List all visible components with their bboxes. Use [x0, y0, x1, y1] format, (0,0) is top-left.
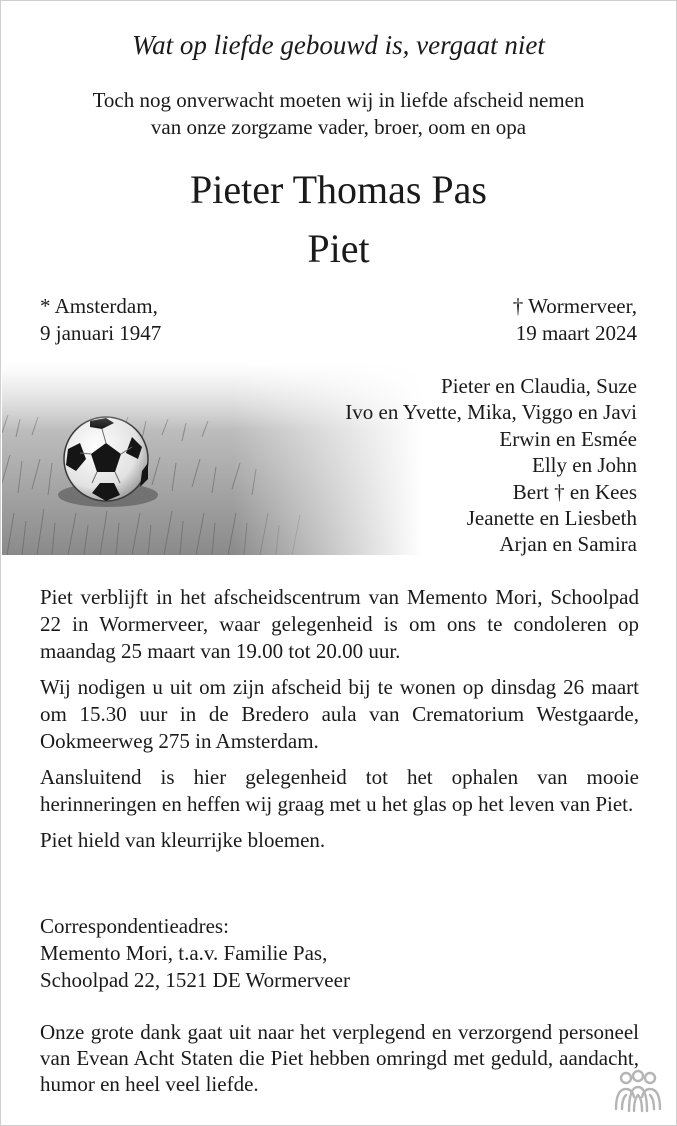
flowers-paragraph: Piet hield van kleurrijke bloemen. — [40, 828, 326, 852]
relative-line: Arjan en Samira — [499, 532, 637, 557]
reception-paragraph: Aansluitend is hier gelegenheid tot het ophalen van mooie herinneringen en heffen wij graag met u het glas op het leven van Piet. — [40, 765, 639, 816]
relatives-list — [345, 373, 637, 558]
relative-line: Elly en John — [532, 453, 637, 478]
death-info — [513, 293, 637, 347]
correspondence-line: Memento Mori, t.a.v. Familie Pas, — [40, 941, 328, 965]
announcement-body — [40, 584, 639, 863]
ceremony-paragraph: Wij nodigen u uit om zijn afscheid bij te wonen op dinsdag 26 maart om 15.30 uur in de Bredero aula van Crematorium Westgaarde, Ookmeerweg 275 in Amsterdam. — [40, 675, 639, 753]
correspondence-address — [40, 913, 350, 994]
deceased-name: Pieter Thomas Pas — [189, 167, 487, 212]
death-place: † Wormerveer, — [512, 294, 637, 318]
correspondence-label: Correspondentieadres: — [40, 914, 229, 938]
relative-line: Ivo en Yvette, Mika, Viggo en Javi — [345, 400, 637, 425]
relative-line: Pieter en Claudia, Suze — [441, 374, 637, 398]
relative-line: Jeanette en Liesbeth — [466, 506, 637, 531]
intro-text — [1, 87, 676, 141]
relative-line: Bert † en Kees — [512, 479, 637, 504]
birth-date: 9 januari 1947 — [40, 321, 162, 345]
intro-line: van onze zorgzame vader, broer, oom en opa — [150, 115, 527, 139]
birth-info — [40, 293, 161, 347]
motto: Wat op liefde gebouwd is, vergaat niet — [132, 30, 545, 60]
birth-place: * Amsterdam, — [40, 294, 158, 318]
people-group-logo-icon — [610, 1069, 666, 1115]
thanks-paragraph: Onze grote dank gaat uit naar het verplegend en verzorgend personeel van Evean Acht Staten die Piet hebben omringd met geduld, aandacht, humor en heel veel liefde. — [40, 1020, 639, 1096]
deceased-nickname: Piet — [307, 226, 370, 271]
intro-line: Toch nog onverwacht moeten wij in liefde afscheid nemen — [92, 88, 585, 112]
correspondence-line: Schoolpad 22, 1521 DE Wormerveer — [40, 968, 350, 992]
visitation-paragraph: Piet verblijft in het afscheidscentrum van Memento Mori, Schoolpad 22 in Wormerveer, waar gelegenheid is om ons te condoleren op maandag 25 maart van 19.00 tot 20.00 uur. — [40, 585, 639, 663]
death-date: 19 maart 2024 — [515, 321, 637, 345]
relative-line: Erwin en Esmée — [499, 426, 637, 451]
